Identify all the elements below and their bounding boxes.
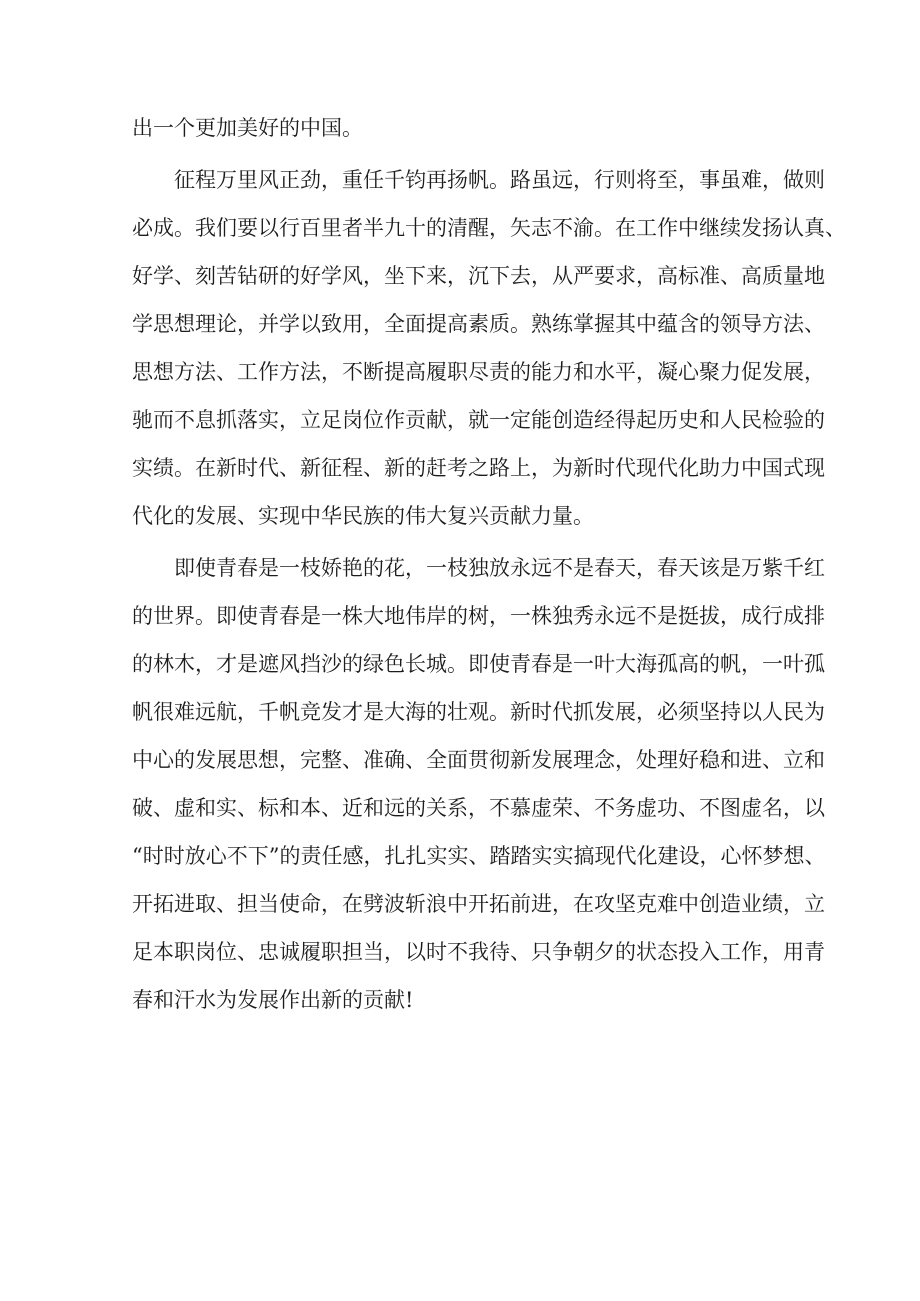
paragraph-2-line-2: 必成。我们要以行百里者半九十的清醒，矢志不渝。在工作中继续发扬认真、: [132, 216, 846, 240]
paragraph-3-line-1: 即使青春是一枝娇艳的花，一枝独放永远不是春天，春天该是万紫千红: [174, 556, 825, 580]
paragraph-3-line-3: 的林木，才是遮风挡沙的绿色长城。即使青春是一叶大海孤高的帆，一叶孤: [132, 652, 825, 676]
paragraph-2-line-8: 代化的发展、实现中华民族的伟大复兴贡献力量。: [132, 504, 594, 528]
paragraph-2-line-4: 学思想理论，并学以致用，全面提高素质。熟练掌握其中蕴含的领导方法、: [132, 312, 825, 336]
paragraph-3-line-7: “时时放心不下”的责任感，扎扎实实、踏踏实实搞现代化建设，心怀梦想、: [132, 844, 826, 868]
paragraph-2-line-3: 好学、刻苦钻研的好学风，坐下来，沉下去，从严要求，高标准、高质量地: [132, 264, 825, 288]
paragraph-2-line-5: 思想方法、工作方法，不断提高履职尽责的能力和水平，凝心聚力促发展，: [132, 360, 825, 384]
paragraph-3-line-4: 帆很难远航，千帆竞发才是大海的壮观。新时代抓发展，必须坚持以人民为: [132, 700, 825, 724]
paragraph-3-line-6: 破、虚和实、标和本、近和远的关系，不慕虚荣、不务虚功、不图虚名，以: [132, 796, 825, 820]
paragraph-3-line-9: 足本职岗位、忠诚履职担当，以时不我待、只争朝夕的状态投入工作，用青: [132, 940, 825, 964]
paragraph-1-line-1: 出一个更加美好的中国。: [132, 116, 363, 140]
paragraph-2-line-6: 驰而不息抓落实，立足岗位作贡献，就一定能创造经得起历史和人民检验的: [132, 408, 825, 432]
paragraph-3-line-10: 春和汗水为发展作出新的贡献!: [132, 988, 414, 1012]
paragraph-2-line-7: 实绩。在新时代、新征程、新的赶考之路上，为新时代现代化助力中国式现: [132, 456, 825, 480]
paragraph-3-line-2: 的世界。即使青春是一株大地伟岸的树，一株独秀永远不是挺拔，成行成排: [132, 604, 825, 628]
paragraph-3-line-8: 开拓进取、担当使命，在劈波斩浪中开拓前进，在攻坚克难中创造业绩，立: [132, 892, 825, 916]
paragraph-3-line-5: 中心的发展思想，完整、准确、全面贯彻新发展理念，处理好稳和进、立和: [132, 748, 825, 772]
paragraph-2-line-1: 征程万里风正劲，重任千钧再扬帆。路虽远，行则将至，事虽难，做则: [174, 168, 825, 192]
